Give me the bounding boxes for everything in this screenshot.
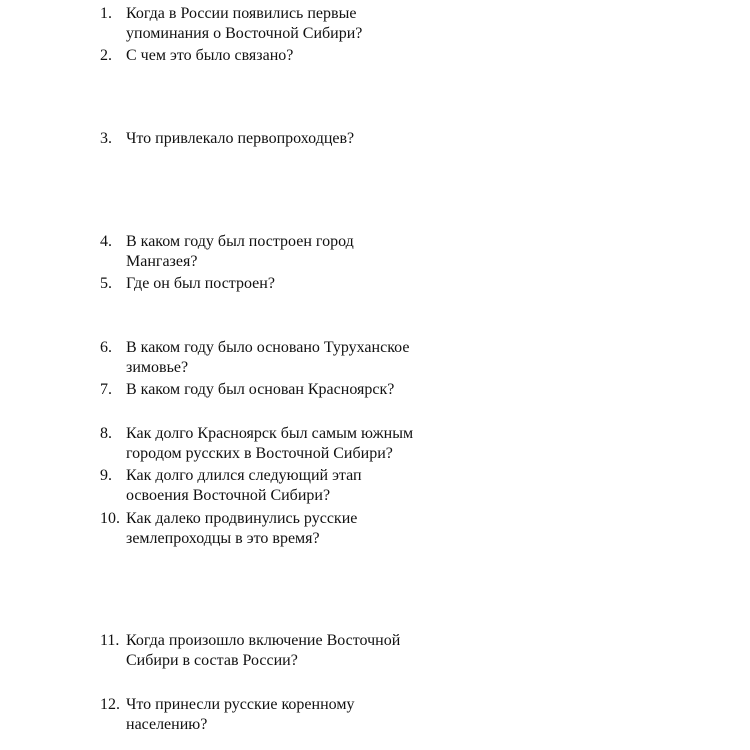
question-number: 10. <box>100 510 120 527</box>
question-number: 11. <box>100 632 120 649</box>
question-text: Когда в России появились первые упоминания о Восточной Сибири? <box>126 5 363 42</box>
question-number: 7. <box>100 381 112 398</box>
question-text: Что принесли русские коренному населению? <box>126 696 355 733</box>
question-item <box>100 4 460 44</box>
question-item <box>100 695 460 735</box>
question-item <box>100 631 460 671</box>
question-number: 2. <box>100 47 112 64</box>
question-item <box>100 274 460 294</box>
question-item <box>100 466 460 506</box>
question-text: В каком году был построен город Мангазея? <box>126 233 354 270</box>
question-text: В каком году было основано Туруханское зимовье? <box>126 339 410 376</box>
question-text: Когда произошло включение Восточной Сибири в состав России? <box>126 632 401 669</box>
question-item <box>100 338 460 378</box>
question-item <box>100 424 460 464</box>
question-text: Где он был построен? <box>126 275 275 292</box>
question-number: 4. <box>100 233 112 250</box>
question-text: Что привлекало первопроходцев? <box>126 130 355 147</box>
question-item <box>100 129 460 149</box>
question-text: В каком году был основан Красноярск? <box>126 381 395 398</box>
question-item <box>100 232 460 272</box>
question-item <box>100 46 460 66</box>
question-item <box>100 509 460 549</box>
question-number: 6. <box>100 339 112 356</box>
question-number: 1. <box>100 5 112 22</box>
question-number: 8. <box>100 425 112 442</box>
question-text: С чем это было связано? <box>126 47 294 64</box>
question-number: 9. <box>100 467 112 484</box>
question-number: 12. <box>100 696 120 713</box>
question-text: Как долго длился следующий этап освоения Восточной Сибири? <box>126 467 362 504</box>
question-number: 5. <box>100 275 112 292</box>
question-text: Как далеко продвинулись русские землепроходцы в это время? <box>126 510 358 547</box>
question-item <box>100 380 460 400</box>
question-text: Как долго Красноярск был самым южным городом русских в Восточной Сибири? <box>126 425 414 462</box>
question-number: 3. <box>100 130 112 147</box>
